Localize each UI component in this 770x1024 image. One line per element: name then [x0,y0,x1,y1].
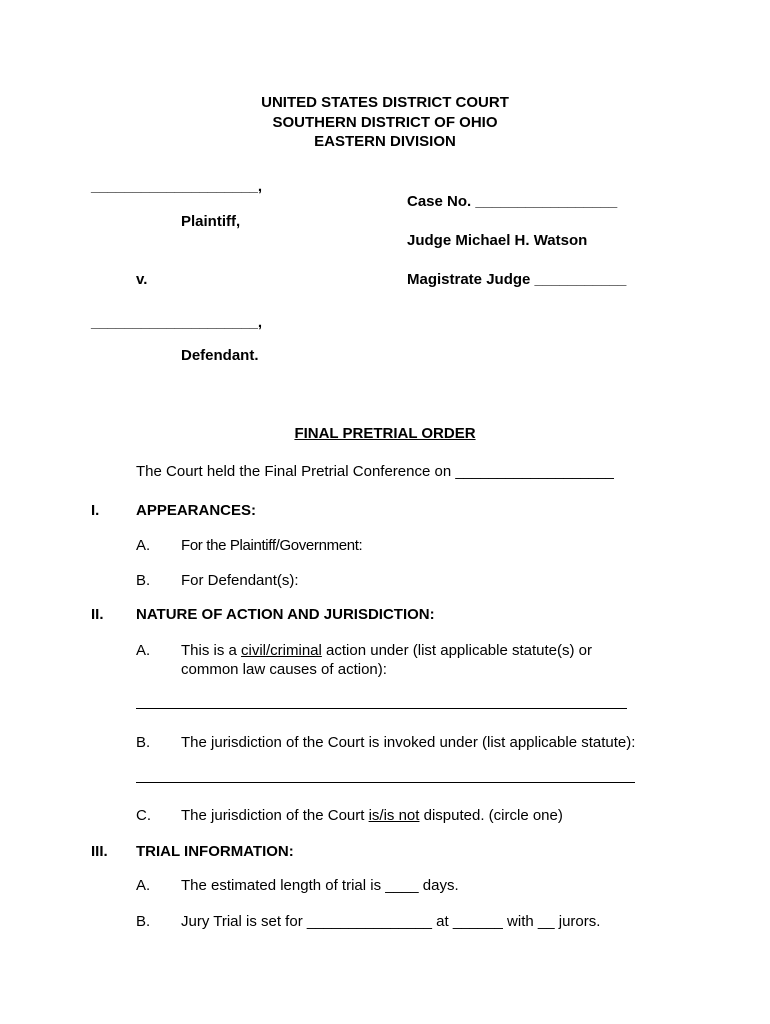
section-3a-letter: A. [136,877,151,894]
section-2a-text-post: action under (list applicable statute(s) or [321,642,592,659]
court-name: UNITED STATES DISTRICT COURT [261,94,509,111]
section-2b-text: The jurisdiction of the Court is invoked under (list applicable statute): [181,734,636,751]
court-district: SOUTHERN DISTRICT OF OHIO [272,113,498,131]
magistrate-judge: Magistrate Judge ___________ [407,271,627,288]
section-2c-text-pre: The jurisdiction of the Court [181,807,369,824]
blank-line-statutes [136,708,627,709]
section-2a-text [181,641,592,660]
plaintiff-name-blank: ____________________, [91,178,263,195]
section-1-number: I. [91,502,100,519]
section-1a-text: For the Plaintiff/Government: [181,537,363,554]
section-2-heading: NATURE OF ACTION AND JURISDICTION: [136,606,435,623]
section-3-heading: TRIAL INFORMATION: [136,843,294,860]
section-3b-text: Jury Trial is set for _______________ at ______ with __ jurors. [181,913,601,930]
section-3-number: III. [91,843,108,860]
versus-label: v. [136,271,148,288]
section-1-heading: APPEARANCES: [136,502,257,519]
section-1b-letter: B. [136,572,151,589]
section-1a-letter: A. [136,537,151,554]
section-3b-letter: B. [136,913,151,930]
defendant-name-blank: ____________________, [91,314,263,331]
blank-line-jurisdiction [136,782,635,783]
document-title: FINAL PRETRIAL ORDER [294,425,476,442]
section-2c-letter: C. [136,807,151,824]
is-is-not-choice: is/is not [368,807,420,824]
section-2b-letter: B. [136,734,151,751]
section-2a-text-line2: common law causes of action): [181,661,387,678]
case-number: Case No. _________________ [407,193,618,210]
section-2c-text [181,806,563,825]
court-division: EASTERN DIVISION [314,133,456,150]
section-1b-text: For Defendant(s): [181,572,299,589]
section-3a-text: The estimated length of trial is ____ days. [181,877,459,894]
civil-criminal-choice: civil/criminal [241,642,322,659]
court-header [0,93,770,152]
section-2-number: II. [91,606,104,623]
defendant-label: Defendant. [181,347,259,364]
conference-date-line: The Court held the Final Pretrial Conference on ___________________ [136,463,614,480]
section-2a-text-pre: This is a [181,642,242,659]
section-2c-text-post: disputed. (circle one) [419,807,563,824]
plaintiff-label: Plaintiff, [181,213,241,230]
district-judge: Judge Michael H. Watson [407,232,588,249]
section-2a-letter: A. [136,642,151,659]
